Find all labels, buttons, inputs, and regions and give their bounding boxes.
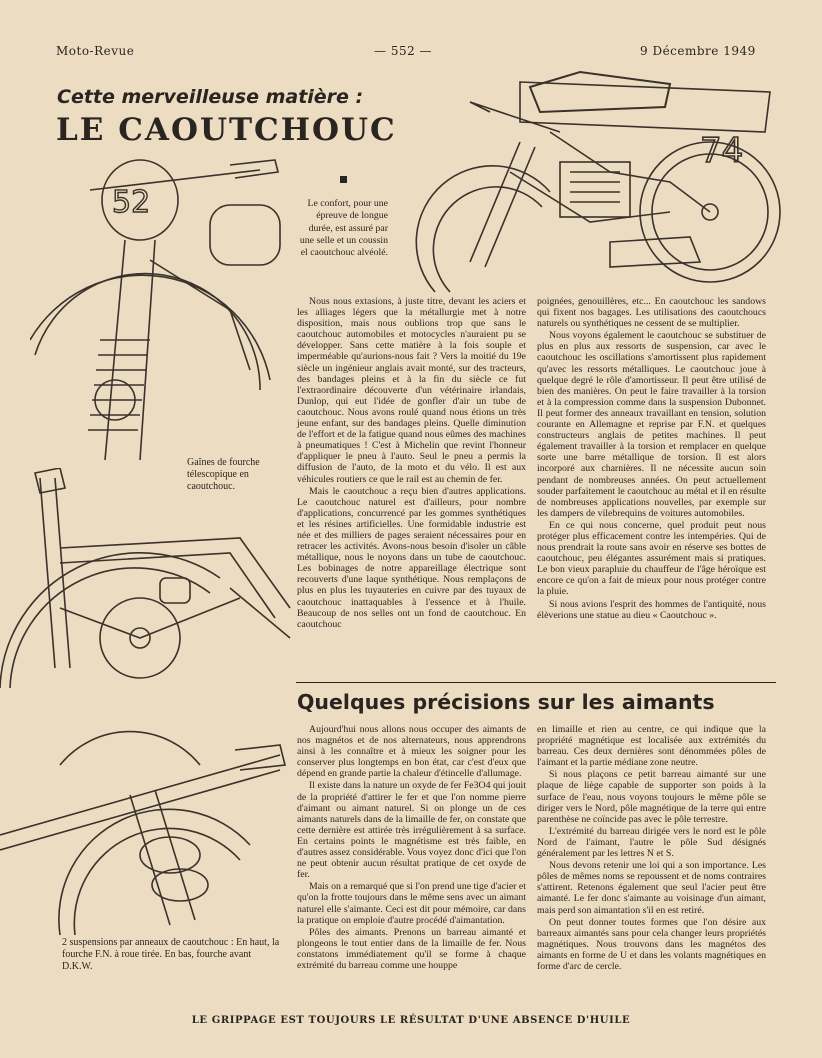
section-divider (296, 682, 776, 683)
paragraph: en limaille et rien au centre, ce qui indique que la propriété magnétique est localisée aux extrémités du barreau. Ces deux dernières sont dénommées pôles de l'aimant et la partie médiane zone neutre. (537, 724, 766, 769)
footer-slogan: LE GRIPPAGE EST TOUJOURS LE RÉSULTAT D'UNE ABSENCE D'HUILE (191, 1015, 631, 1026)
article1-column1 (297, 296, 526, 631)
paragraph: Il existe dans la nature un oxyde de fer Fe3O4 qui jouit de la propriété d'attirer le fer et que l'on nomme pierre d'aimant ou aimant naturel. Si on plonge un de ces aimants naturels dans de la limaille de fer, on constate que cette dernière est attirée très irrégulièrement à sa surface. En certains points le magnétisme est très faible, en d'autres assez considérable. Vous voyez donc d'ici que l'on ne peut obtenir aucun résultat pratique de cet oxyde de fer. (297, 780, 526, 881)
paragraph: Si nous plaçons ce petit barreau aimanté sur une plaque de liège capable de supporter son poids à la surface de l'eau, nous voyons toujours le même pôle se diriger vers le Nord, pôle magnétique de la terre qui entre parenthèse ne coïncide pas avec le pôle terrestre. (537, 769, 766, 825)
telescopic-fork-illustration (30, 150, 290, 470)
paragraph: Aujourd'hui nous allons nous occuper des aimants de nos magnétos et de nos alternateurs, nous apprendrons ainsi à les connaître et à mieux les soigner pour les conserver plus longtemps en bon état, car c'est d'eux que dépend en grande partie la chaleur d'étincelle d'allumage. (297, 724, 526, 780)
header-date: 9 Décembre 1949 (640, 44, 756, 58)
paragraph: Mais on a remarqué que si l'on prend une tige d'acier et qu'on la frotte toujours dans le même sens avec un aimant naturel elle s'aimante. Ceci est dit pour mémoire, car dans la pratique on emploie d'autre procédé d'aimantation. (297, 881, 526, 926)
article1-column2 (537, 296, 766, 622)
paragraph: Si nous avions l'esprit des hommes de l'antiquité, nous élèverions une statue au dieu « Caoutchouc ». (537, 598, 766, 621)
caption-fork: Gaînes de fourche télescopique en caoutchouc. (187, 457, 260, 492)
caption-suspension: 2 suspensions par anneaux de caoutchouc : En haut, la fourche F.N. à roue tirée. En bas, fourche avant D.K.W. (62, 937, 280, 972)
article-title: LE CAOUTCHOUC (56, 112, 397, 148)
header-page-number: — 552 — (374, 44, 433, 58)
paragraph: Nous voyons également le caoutchouc se substituer de plus en plus aux ressorts de suspension, car avec le caoutchouc les oscillations s'amortissent plus rapidement qu'avec les ressorts métalliques. Le caoutchouc joue à quelque degré le rôle d'amortisseur. Il peut être utilisé de bien des manières. On peut le faire travailler à la torsion et à la compression comme dans la suspension Dubonnet. Il peut former des anneaux travaillant en tension, solution courante en Allemagne et reprise par F.N. et quelques constructeurs anglais de petites machines. Il peut également travailler à la torsion et remplacer en quelque sorte une barre métallique de torsion. Il est alors incorporé aux charnières. Il ne nécessite aucun soin pendant de nombreuses années. On peut actuellement souder parfaitement le caoutchouc au métal et il en résulte de nombreuses applications nouvelles, par exemple sur les dampers de vilebrequins de voitures automobiles. (537, 330, 766, 519)
header-magazine-name: Moto-Revue (56, 44, 135, 58)
paragraph: On peut donner toutes formes que l'on désire aux barreaux aimantés sans pour cela changer leurs propriétés magnétiques. Nous trouvons dans les magnétos des aimants en forme de U et dans les volants magnétiques en forme d'arc de cercle. (537, 916, 766, 972)
racing-motorcycle-illustration (410, 62, 782, 300)
plate-number-right: 74 (700, 131, 744, 171)
dkw-fork-illustration (0, 725, 290, 935)
article2-column2 (537, 724, 766, 973)
paragraph: Nous nous extasions, à juste titre, devant les aciers et les alliages légers que la métallurgie met à notre disposition, mais nous oublions trop que sans le caoutchouc automobiles et motocycles n'auraient pu se développer. Sans cette matière à la fois souple et imperméable qu'aurions-nous fait ? Vers la moitié du 19e siècle un ingénieur anglais avait monté, sur des tracteurs, des bandages pleins et à la fin du siècle ce fut l'extraordinaire découverte d'un vétérinaire irlandais, Dunlop, qui eut l'idée de gonfler d'air un tube de caoutchouc. Nous avons roulé quand nous étions un très jeune enfant, sur des bandages pleins. Quelle diminution de l'effort et de la fatigue quand nous eûmes des machines à pneumatiques ! C'est à Michelin que revint l'honneur d'appliquer le pneu à l'auto. Seul le pneu a permis la diffusion de l'auto, de la moto et du vélo. Il est aux véhicules routiers ce que le rail est au chemin de fer. (297, 296, 526, 485)
fn-fork-illustration (0, 468, 300, 693)
section-title: Quelques précisions sur les aimants (297, 690, 715, 714)
paragraph: En ce qui nous concerne, quel produit peut nous protéger plus efficacement contre les intempéries. Qui de nous prendrait la route sans avoir en réserve ses bottes de caoutchouc, peu élégantes assurément mais si pratiques. Le bon vieux parapluie du chauffeur de l'âge héroïque est encore ce qu'on a fait de mieux pour nous protéger contre la pluie. (537, 519, 766, 598)
article-lead: Le confort, pour une épreuve de longue durée, est assuré par une selle et un coussin el caoutchouc alvéolé. (299, 198, 388, 259)
article-kicker: Cette merveilleuse matière : (57, 86, 364, 108)
paragraph: Pôles des aimants. Prenons un barreau aimanté et plongeons le tout entier dans de la limaille de fer. Nous constatons immédiatement qu'il se forme à chaque extrémité du barreau comme une houppe (297, 926, 526, 971)
article2-column1 (297, 724, 526, 972)
bullet-mark (340, 176, 347, 183)
paragraph: Nous devons retenir une loi qui a son importance. Les pôles de mêmes noms se repoussent et de noms contraires s'attirent. Retenons également que seul l'acier peut être aimanté. Le fer donc s'aimante au voisinage d'un aimant, mais perd son aimantation s'il en est retiré. (537, 860, 766, 916)
paragraph: Mais le caoutchouc a reçu bien d'autres applications. Le caoutchouc naturel est d'ailleurs, pour nombre d'applications, concurrencé par les gommes synthétiques et les résines artificielles. Une formidable industrie est née et des milliers de pages seraient nécessaires pour en retracer les activités. Avons-nous besoin d'isoler un câble métallique, nous le noyons dans un tube de caoutchouc. Les bobinages de notre appareillage électrique sont recouverts d'une laque synthétique. Nous remplaçons de plus en plus les tuyauteries en cuivre par des tuyaux de caoutchouc inattaquables à l'essence et à l'huile. Beaucoup de nos selles ont un fond de caoutchouc. En caoutchouc (297, 485, 526, 630)
plate-number-left: 52 (112, 185, 151, 220)
paragraph: poignées, genouillères, etc... En caoutchouc les sandows qui fixent nos bagages. Les utilisations des caoutchoucs naturels ou synthétiques ne cessent de se multiplier. (537, 296, 766, 330)
paragraph: L'extrémité du barreau dirigée vers le nord est le pôle Nord de l'aimant, l'autre le pôle Sud désignés généralement par les lettres N et S. (537, 825, 766, 860)
